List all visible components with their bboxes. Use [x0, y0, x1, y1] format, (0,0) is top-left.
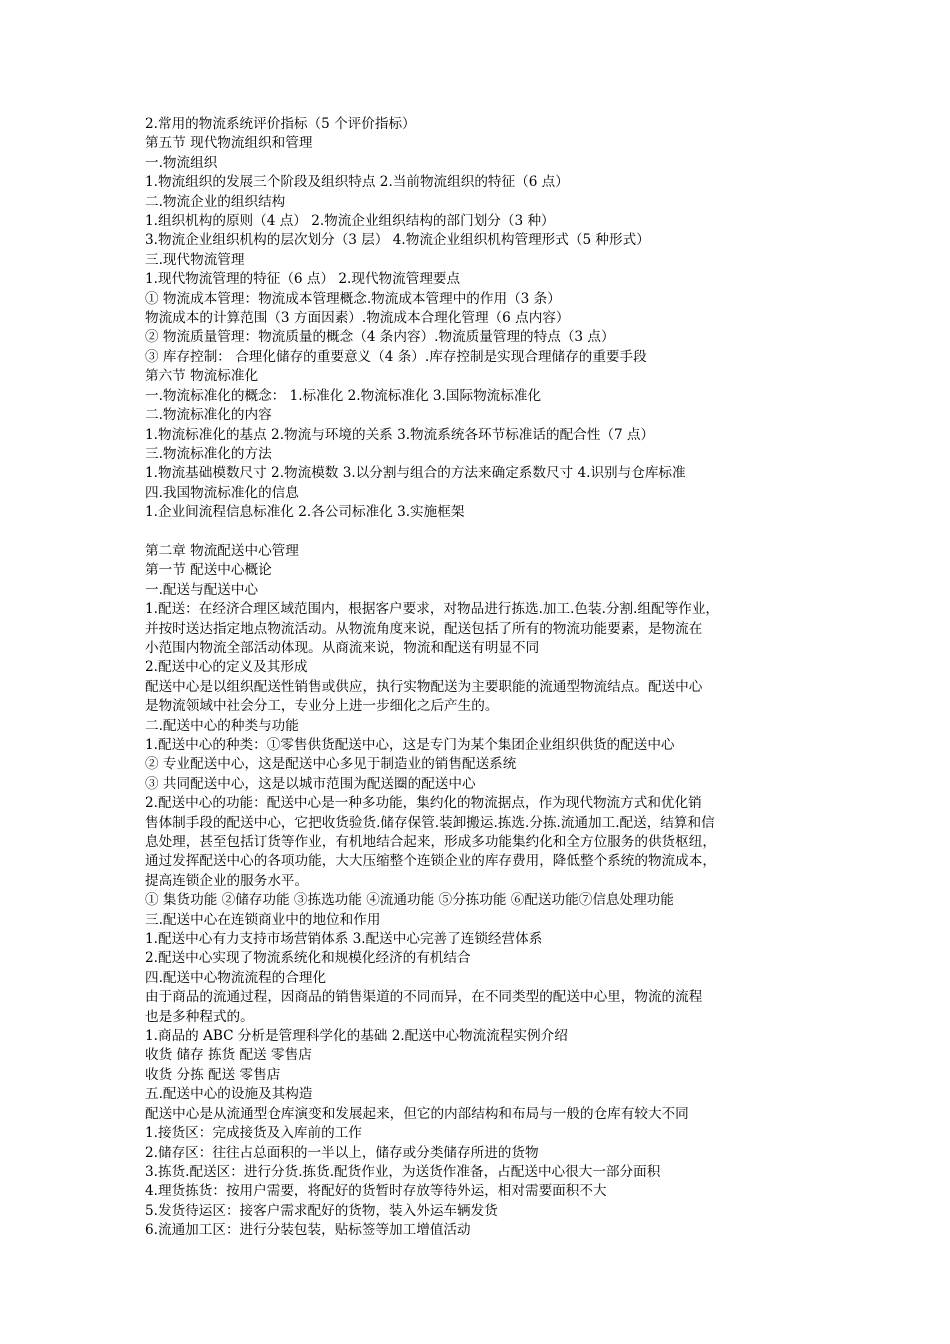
- text-line: 第一节 配送中心概论: [145, 562, 272, 579]
- text-line: 第五节 现代物流组织和管理: [145, 135, 313, 152]
- text-line: 二.配送中心的种类与功能: [145, 717, 299, 734]
- text-line: 1.现代物流管理的特征（6 点） 2.现代物流管理要点: [145, 271, 461, 288]
- text-line: 收货 储存 拣货 配送 零售店: [145, 1047, 312, 1064]
- text-line: 二.物流标准化的内容: [145, 407, 272, 424]
- text-line: 由于商品的流通过程，因商品的销售渠道的不同而异，在不同类型的配送中心里，物流的流程: [145, 989, 703, 1006]
- text-line: 息处理，甚至包括订货等作业，有机地结合起来，形成多功能集约化和全方位服务的供货枢纽，: [145, 834, 716, 851]
- text-line: 第六节 物流标准化: [145, 368, 259, 385]
- text-line: 1.接货区：完成接货及入库前的工作: [145, 1125, 362, 1142]
- text-line: 1.组织机构的原则（4 点） 2.物流企业组织结构的部门划分（3 种）: [145, 213, 555, 230]
- text-line: 一.配送与配送中心: [145, 581, 259, 598]
- text-line: 2.常用的物流系统评价指标（5 个评价指标）: [145, 116, 416, 132]
- document-body: [145, 115, 825, 1241]
- text-line: 1.物流标准化的基点 2.物流与环境的关系 3.物流系统各环节标准话的配合性（7 点）: [145, 426, 655, 443]
- text-line: ① 物流成本管理：物流成本管理概念.物流成本管理中的作用（3 条）: [145, 290, 561, 307]
- text-line: 售体制手段的配送中心，它把收货验货.储存保管.装卸搬运.拣选.分拣.流通加工.配送，结算和信: [145, 814, 715, 831]
- text-line: 三.物流标准化的方法: [145, 445, 272, 462]
- text-line: 提高连锁企业的服务水平。: [145, 872, 309, 889]
- text-line: 一.物流标准化的概念： 1.标准化 2.物流标准化 3.国际物流标准化: [145, 387, 542, 404]
- text-line: 1.配送：在经济合理区域范围内，根据客户要求，对物品进行拣选.加工.色装.分割.组配等作业，: [145, 601, 720, 618]
- blank-line: [145, 523, 825, 542]
- text-line: 6.流通加工区：进行分装包装，贴标签等加工增值活动: [145, 1222, 471, 1239]
- text-line: ② 物流质量管理：物流质量的概念（4 条内容）.物流质量管理的特点（3 点）: [145, 329, 615, 346]
- text-line: 物流成本的计算范围（3 方面因素）.物流成本合理化管理（6 点内容）: [145, 310, 570, 327]
- text-line: ③ 共同配送中心，这是以城市范围为配送圈的配送中心: [145, 775, 476, 792]
- text-line: 第二章 物流配送中心管理: [145, 542, 299, 559]
- text-line: 3.拣货.配送区：进行分货.拣货.配货作业，为送货作准备，占配送中心很大一部分面积: [145, 1163, 661, 1180]
- text-line: 5.发货待运区：接客户需求配好的货物，装入外运车辆发货: [145, 1202, 498, 1219]
- text-line: 4.理货拣货：按用户需要，将配好的货暂时存放等待外运，相对需要面积不大: [145, 1183, 607, 1200]
- text-line: 四.我国物流标准化的信息: [145, 484, 299, 501]
- text-line: ① 集货功能 ②储存功能 ③拣选功能 ④流通功能 ⑤分拣功能 ⑥配送功能⑦信息处理功能: [145, 892, 674, 909]
- text-line: 小范围内物流全部活动体现。从商流来说，物流和配送有明显不同: [145, 639, 540, 656]
- text-line: 是物流领域中社会分工，专业分上进一步细化之后产生的。: [145, 698, 499, 715]
- text-line: 也是多种程式的。: [145, 1008, 254, 1025]
- text-line: 配送中心是从流通型仓库演变和发展起来，但它的内部结构和布局与一般的仓库有较大不同: [145, 1105, 689, 1122]
- text-line: 3.物流企业组织机构的层次划分（3 层） 4.物流企业组织机构管理形式（5 种形式）: [145, 232, 650, 249]
- text-line: 1.企业间流程信息标准化 2.各公司标准化 3.实施框架: [145, 504, 465, 521]
- text-line: 配送中心是以组织配送性销售或供应，执行实物配送为主要职能的流通型物流结点。配送中心: [145, 678, 703, 695]
- text-line: 四.配送中心物流流程的合理化: [145, 969, 327, 986]
- text-line: 2.配送中心的功能：配送中心是一种多功能，集约化的物流据点，作为现代物流方式和优化销: [145, 795, 702, 812]
- text-line: 三.现代物流管理: [145, 251, 245, 268]
- text-line: 1.物流基础模数尺寸 2.物流模数 3.以分割与组合的方法来确定系数尺寸 4.识别与仓库标准: [145, 465, 686, 482]
- text-line: 1.商品的 ABC 分析是管理科学化的基础 2.配送中心物流流程实例介绍: [145, 1028, 568, 1045]
- text-line: 2.配送中心实现了物流系统化和规模化经济的有机结合: [145, 950, 471, 967]
- text-line: 2.储存区：往往占总面积的一半以上，储存或分类储存所进的货物: [145, 1144, 539, 1161]
- text-line: ② 专业配送中心，这是配送中心多见于制造业的销售配送系统: [145, 756, 517, 773]
- text-line: 1.配送中心的种类：①零售供货配送中心，这是专门为某个集团企业组织供货的配送中心: [145, 736, 675, 753]
- text-line: 并按时送达指定地点物流活动。从物流角度来说，配送包括了所有的物流功能要素，是物流在: [145, 620, 703, 637]
- text-line: 1.配送中心有力支持市场营销体系 3.配送中心完善了连锁经营体系: [145, 931, 543, 948]
- text-line: 一.物流组织: [145, 154, 218, 171]
- text-line: 通过发挥配送中心的各项功能，大大压缩整个连锁企业的库存费用，降低整个系统的物流成本，: [145, 853, 716, 870]
- text-line: 1.物流组织的发展三个阶段及组织特点 2.当前物流组织的特征（6 点）: [145, 174, 569, 191]
- text-line: 收货 分拣 配送 零售店: [145, 1066, 281, 1083]
- text-line: 五.配送中心的设施及其构造: [145, 1086, 313, 1103]
- text-line: 二.物流企业的组织结构: [145, 193, 286, 210]
- text-line: 2.配送中心的定义及其形成: [145, 659, 308, 676]
- text-line: ③ 库存控制： 合理化储存的重要意义（4 条）.库存控制是实现合理储存的重要手段: [145, 348, 647, 365]
- text-line: 三.配送中心在连锁商业中的地位和作用: [145, 911, 381, 928]
